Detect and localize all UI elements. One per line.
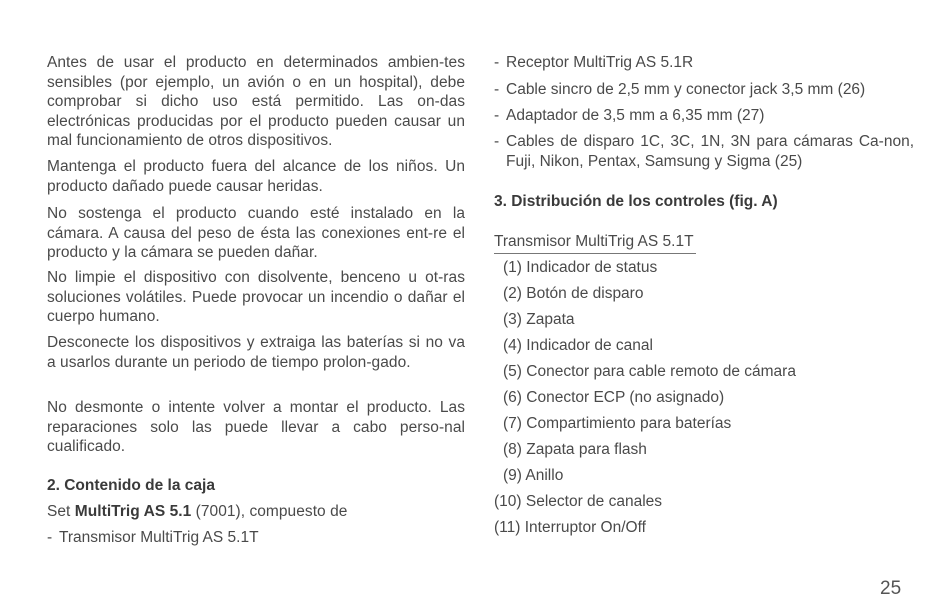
control-label: Conector ECP (no asignado) (526, 389, 725, 406)
set-description (47, 502, 465, 522)
control-item (494, 518, 646, 538)
paragraph-environment-warning: Antes de usar el producto en determinados ambien-tes sensibles (por ejemplo, un avión o en un hospital), debe comprobar si dicho uso está permitido. Las on-das electrónicas producidas por el producto pueden causar un mal funcionamiento de otros dispositivos. (47, 54, 465, 149)
control-item (503, 336, 653, 356)
control-number: (5) (503, 363, 522, 380)
set-prefix: Set (47, 503, 75, 520)
section-2-heading: 2. Contenido de la caja (47, 477, 215, 494)
list-item-label: Adaptador de 3,5 mm a 6,35 mm (27) (506, 107, 765, 124)
control-item (503, 362, 796, 382)
list-item-trigger-cables: - Cables de disparo 1C, 3C, 1N, 3N para cámaras Ca-non, Fuji, Nikon, Pentax, Samsung y Sigma (25) (494, 133, 914, 170)
control-label: Indicador de status (526, 259, 658, 276)
page-number: 25 (880, 578, 902, 599)
paragraph-battery-warning: Desconecte los dispositivos y extraiga las baterías si no va a usarlos durante un periodo de tiempo prolon-gado. (47, 334, 465, 371)
control-item (503, 284, 643, 304)
list-item-adapter: - Adaptador de 3,5 mm a 6,35 mm (27) (494, 107, 765, 124)
set-suffix: (7001), compuesto de (191, 503, 348, 520)
list-item-label: Cables de disparo 1C, 3C, 1N, 3N para cámaras Ca-non, Fuji, Nikon, Pentax, Samsung y Sigma (25) (506, 133, 914, 170)
control-number: (8) (503, 441, 522, 458)
control-number: (2) (503, 285, 522, 302)
control-item (503, 258, 657, 278)
list-item-label: Receptor MultiTrig AS 5.1R (506, 54, 694, 71)
control-number: (1) (503, 259, 522, 276)
control-number: (7) (503, 415, 522, 432)
control-item (494, 492, 662, 512)
control-label: Anillo (525, 467, 564, 484)
list-item-sync-cable: - Cable sincro de 2,5 mm y conector jack 3,5 mm (26) (494, 81, 866, 98)
control-number: (9) (503, 467, 522, 484)
control-label: Zapata (526, 311, 575, 328)
control-number: (3) (503, 311, 522, 328)
control-label: Compartimiento para baterías (526, 415, 732, 432)
control-item (503, 310, 575, 330)
paragraph-camera-warning: No sostenga el producto cuando esté instalado en la cámara. A causa del peso de ésta las conexiones ent-re el producto y la cámara se pueden dañar. (47, 205, 465, 261)
paragraph-cleaning-warning: No limpie el dispositivo con disolvente, benceno u ot-ras soluciones volátiles. Puede provocar un incendio o dañar el cuerpo humano. (47, 269, 465, 325)
control-number: (11) (494, 519, 521, 536)
list-item-label: Transmisor MultiTrig AS 5.1T (59, 529, 259, 546)
list-item-label: Cable sincro de 2,5 mm y conector jack 3,5 mm (26) (506, 81, 866, 98)
control-item (503, 466, 563, 486)
control-number: (6) (503, 389, 522, 406)
section-3-heading: 3. Distribución de los controles (fig. A) (494, 193, 778, 210)
control-label: Conector para cable remoto de cámara (526, 363, 796, 380)
control-label: Selector de canales (525, 493, 663, 510)
list-item-receiver: - Receptor MultiTrig AS 5.1R (494, 54, 694, 71)
transmitter-subheading: Transmisor MultiTrig AS 5.1T (494, 232, 696, 254)
paragraph-disassembly-warning: No desmonte o intente volver a montar el producto. Las reparaciones solo las puede llevar a cabo perso-nal cualificado. (47, 399, 465, 455)
control-label: Interruptor On/Off (524, 519, 646, 536)
control-label: Zapata para flash (526, 441, 647, 458)
control-item (503, 440, 647, 460)
control-number: (4) (503, 337, 522, 354)
control-label: Botón de disparo (526, 285, 644, 302)
control-item (503, 414, 731, 434)
control-label: Indicador de canal (526, 337, 653, 354)
set-name: MultiTrig AS 5.1 (74, 503, 192, 520)
control-number: (10) (494, 493, 522, 510)
list-item-transmitter: - Transmisor MultiTrig AS 5.1T (47, 529, 259, 546)
control-item (503, 388, 724, 408)
paragraph-children-warning: Mantenga el producto fuera del alcance de los niños. Un producto dañado puede causar heridas. (47, 158, 465, 195)
